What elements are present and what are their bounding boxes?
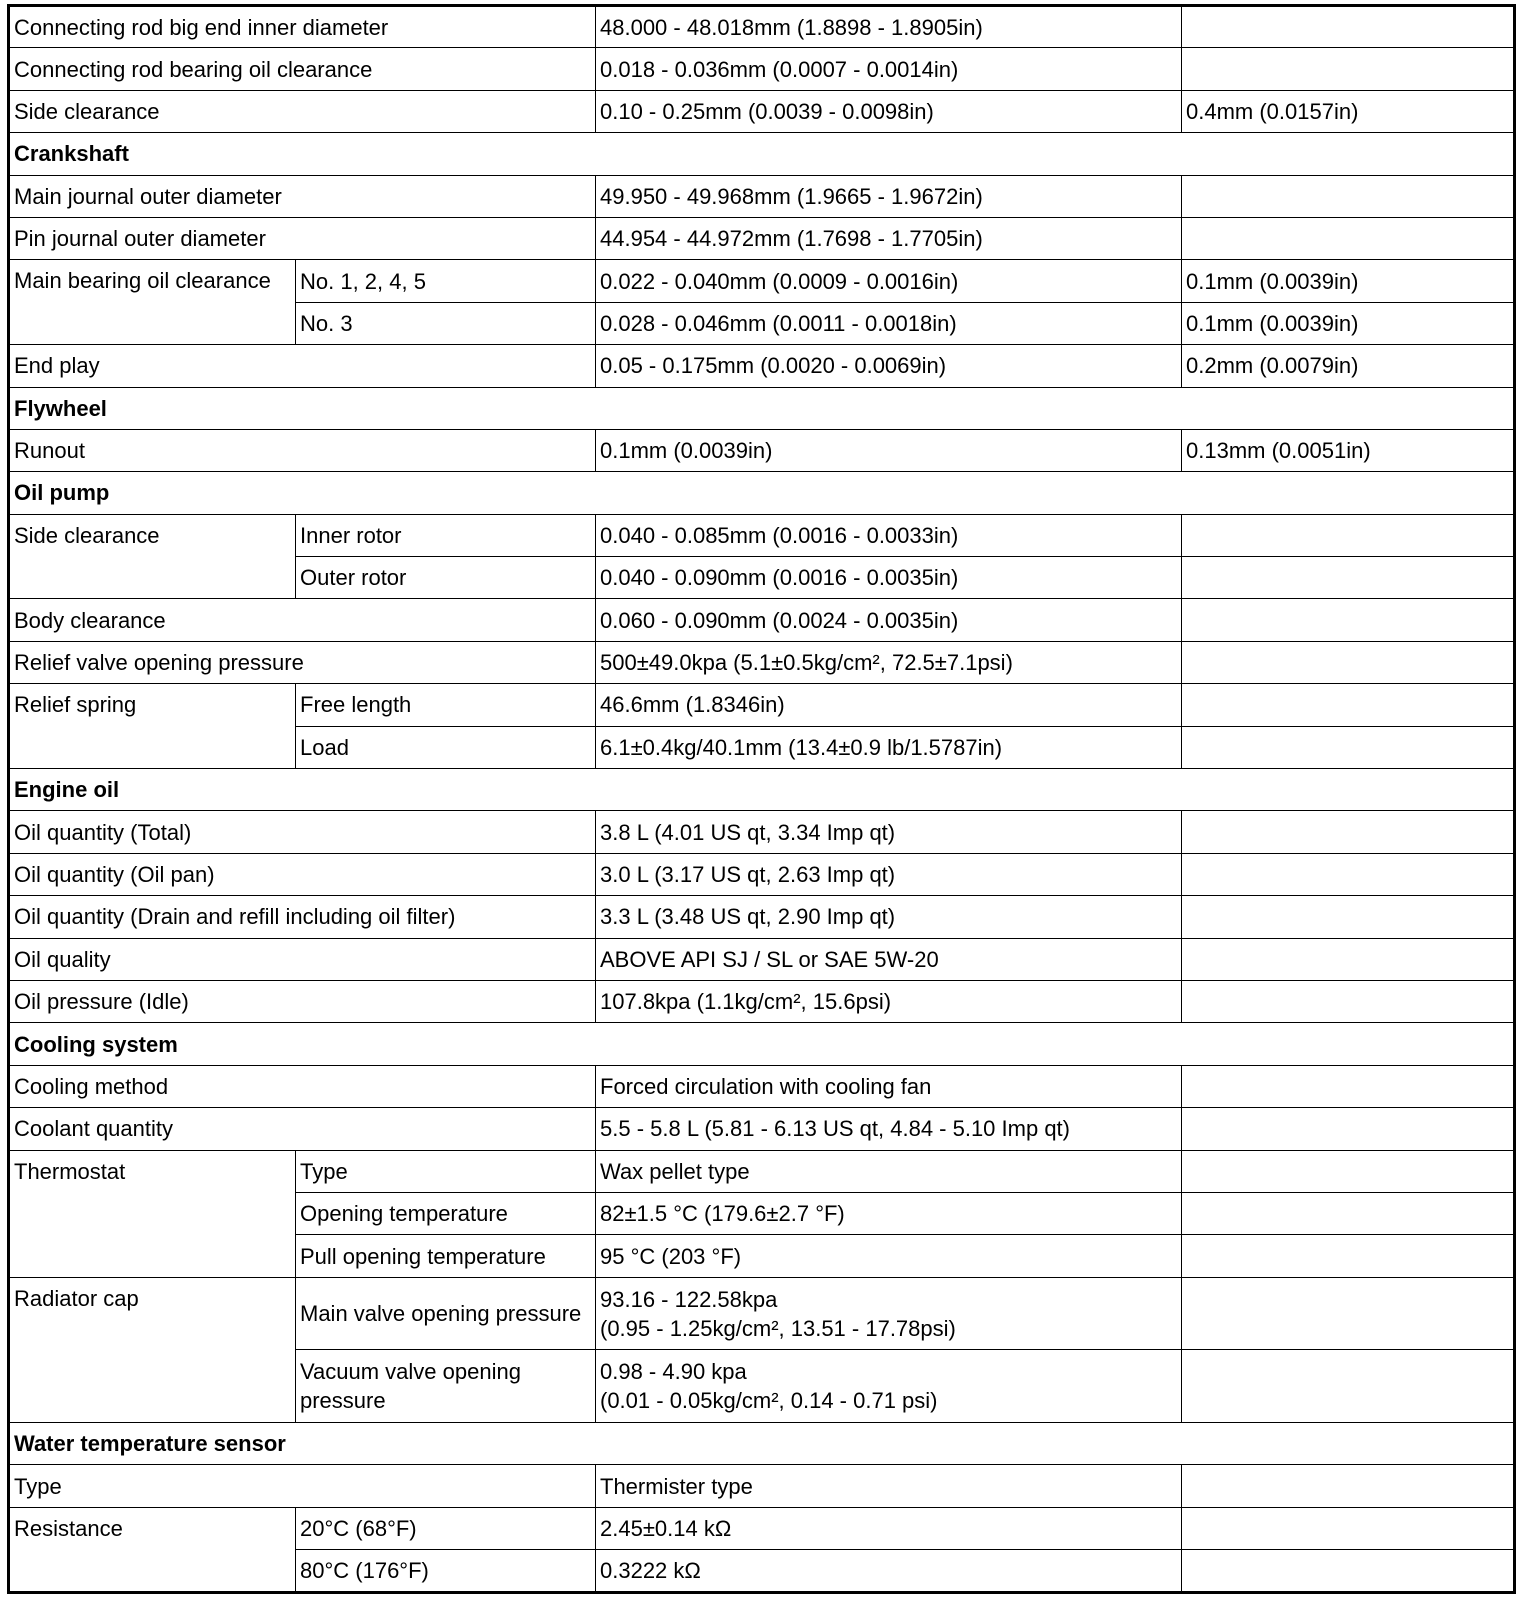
spec-label: Main journal outer diameter xyxy=(9,175,596,217)
limit-value xyxy=(1182,48,1515,90)
table-row xyxy=(9,48,1515,90)
sub-label: Load xyxy=(296,726,596,768)
spec-value: ABOVE API SJ / SL or SAE 5W-20 xyxy=(596,938,1182,980)
table-row xyxy=(9,514,1515,556)
table-row xyxy=(9,429,1515,471)
sub-label: Opening temperature xyxy=(296,1192,596,1234)
limit-value xyxy=(1182,980,1515,1022)
limit-value xyxy=(1182,1550,1515,1593)
table-row xyxy=(9,1507,1515,1549)
spec-value: Thermister type xyxy=(596,1465,1182,1507)
sub-label: No. 3 xyxy=(296,302,596,344)
spec-value xyxy=(596,1277,1182,1350)
limit-value xyxy=(1182,641,1515,683)
sub-label: Main valve opening pressure xyxy=(296,1277,596,1350)
sub-label: Free length xyxy=(296,684,596,726)
section-row xyxy=(9,1023,1515,1065)
spec-label: Oil quantity (Total) xyxy=(9,811,596,853)
spec-value xyxy=(596,1350,1182,1423)
table-row xyxy=(9,641,1515,683)
spec-value: 49.950 - 49.968mm (1.9665 - 1.9672in) xyxy=(596,175,1182,217)
spec-label: Relief valve opening pressure xyxy=(9,641,596,683)
sub-label: No. 1, 2, 4, 5 xyxy=(296,260,596,302)
sub-label: 20°C (68°F) xyxy=(296,1507,596,1549)
spec-label: Oil quality xyxy=(9,938,596,980)
spec-value: 0.040 - 0.090mm (0.0016 - 0.0035in) xyxy=(596,557,1182,599)
spec-value-line: 0.98 - 4.90 kpa xyxy=(600,1359,747,1385)
spec-value: 95 °C (203 °F) xyxy=(596,1235,1182,1277)
limit-value xyxy=(1182,811,1515,853)
table-row xyxy=(9,345,1515,387)
spec-value: 0.05 - 0.175mm (0.0020 - 0.0069in) xyxy=(596,345,1182,387)
limit-value xyxy=(1182,599,1515,641)
section-row xyxy=(9,387,1515,429)
limit-value xyxy=(1182,557,1515,599)
group-label: Radiator cap xyxy=(9,1277,296,1422)
table-row xyxy=(9,980,1515,1022)
spec-value: 0.022 - 0.040mm (0.0009 - 0.0016in) xyxy=(596,260,1182,302)
spec-label: Oil pressure (Idle) xyxy=(9,980,596,1022)
group-label: Side clearance xyxy=(9,514,296,599)
limit-value xyxy=(1182,1065,1515,1107)
limit-value xyxy=(1182,217,1515,259)
spec-value: 0.10 - 0.25mm (0.0039 - 0.0098in) xyxy=(596,90,1182,132)
spec-value: 3.3 L (3.48 US qt, 2.90 Imp qt) xyxy=(596,896,1182,938)
table-row xyxy=(9,684,1515,726)
spec-value: 5.5 - 5.8 L (5.81 - 6.13 US qt, 4.84 - 5.10 Imp qt) xyxy=(596,1108,1182,1150)
sub-label: 80°C (176°F) xyxy=(296,1550,596,1593)
table-row xyxy=(9,260,1515,302)
limit-value xyxy=(1182,6,1515,48)
spec-label: Connecting rod big end inner diameter xyxy=(9,6,596,48)
limit-value xyxy=(1182,1277,1515,1350)
spec-label: Side clearance xyxy=(9,90,596,132)
limit-value xyxy=(1182,896,1515,938)
spec-value: 2.45±0.14 kΩ xyxy=(596,1507,1182,1549)
spec-label: Pin journal outer diameter xyxy=(9,217,596,259)
spec-label: Connecting rod bearing oil clearance xyxy=(9,48,596,90)
table-row xyxy=(9,217,1515,259)
group-label: Main bearing oil clearance xyxy=(9,260,296,345)
section-row xyxy=(9,472,1515,514)
limit-value xyxy=(1182,1507,1515,1549)
limit-value xyxy=(1182,684,1515,726)
table-row xyxy=(9,1108,1515,1150)
spec-value: 48.000 - 48.018mm (1.8898 - 1.8905in) xyxy=(596,6,1182,48)
spec-value: 44.954 - 44.972mm (1.7698 - 1.7705in) xyxy=(596,217,1182,259)
limit-value xyxy=(1182,175,1515,217)
table-row xyxy=(9,1150,1515,1192)
limit-value: 0.13mm (0.0051in) xyxy=(1182,429,1515,471)
sub-label: Pull opening temperature xyxy=(296,1235,596,1277)
spec-value: 6.1±0.4kg/40.1mm (13.4±0.9 lb/1.5787in) xyxy=(596,726,1182,768)
limit-value xyxy=(1182,1235,1515,1277)
spec-label: Cooling method xyxy=(9,1065,596,1107)
limit-value xyxy=(1182,1465,1515,1507)
limit-value xyxy=(1182,1192,1515,1234)
limit-value: 0.1mm (0.0039in) xyxy=(1182,302,1515,344)
spec-value-line: 93.16 - 122.58kpa xyxy=(600,1286,778,1312)
table-row xyxy=(9,6,1515,48)
spec-label: Coolant quantity xyxy=(9,1108,596,1150)
spec-value: 0.060 - 0.090mm (0.0024 - 0.0035in) xyxy=(596,599,1182,641)
limit-value xyxy=(1182,853,1515,895)
spec-label: Body clearance xyxy=(9,599,596,641)
spec-value: 0.018 - 0.036mm (0.0007 - 0.0014in) xyxy=(596,48,1182,90)
table-row xyxy=(9,811,1515,853)
spec-value: 46.6mm (1.8346in) xyxy=(596,684,1182,726)
section-row xyxy=(9,1423,1515,1465)
spec-value: Wax pellet type xyxy=(596,1150,1182,1192)
limit-value xyxy=(1182,1150,1515,1192)
spec-label: Oil quantity (Oil pan) xyxy=(9,853,596,895)
spec-label: Oil quantity (Drain and refill including oil filter) xyxy=(9,896,596,938)
table-row xyxy=(9,1465,1515,1507)
sub-label: Outer rotor xyxy=(296,557,596,599)
limit-value xyxy=(1182,1108,1515,1150)
limit-value xyxy=(1182,514,1515,556)
limit-value: 0.1mm (0.0039in) xyxy=(1182,260,1515,302)
limit-value: 0.2mm (0.0079in) xyxy=(1182,345,1515,387)
section-row xyxy=(9,769,1515,811)
spec-value: 3.0 L (3.17 US qt, 2.63 Imp qt) xyxy=(596,853,1182,895)
spec-value: 0.040 - 0.085mm (0.0016 - 0.0033in) xyxy=(596,514,1182,556)
table-row xyxy=(9,1277,1515,1350)
limit-value xyxy=(1182,938,1515,980)
spec-value: 0.3222 kΩ xyxy=(596,1550,1182,1593)
table-row xyxy=(9,1065,1515,1107)
spec-value: 0.1mm (0.0039in) xyxy=(596,429,1182,471)
spec-value: 82±1.5 °C (179.6±2.7 °F) xyxy=(596,1192,1182,1234)
spec-value: Forced circulation with cooling fan xyxy=(596,1065,1182,1107)
section-header-engine-oil: Engine oil xyxy=(9,769,1515,811)
section-header-cooling-system: Cooling system xyxy=(9,1023,1515,1065)
sub-label: Type xyxy=(296,1150,596,1192)
limit-value xyxy=(1182,1350,1515,1423)
spec-value: 0.028 - 0.046mm (0.0011 - 0.0018in) xyxy=(596,302,1182,344)
spec-value-line: (0.01 - 0.05kg/cm², 0.14 - 0.71 psi) xyxy=(600,1388,938,1414)
limit-value xyxy=(1182,726,1515,768)
section-header-water-temperature-sensor: Water temperature sensor xyxy=(9,1423,1515,1465)
group-label: Resistance xyxy=(9,1507,296,1592)
spec-value-line: (0.95 - 1.25kg/cm², 13.51 - 17.78psi) xyxy=(600,1315,956,1341)
table-row xyxy=(9,175,1515,217)
table-row xyxy=(9,896,1515,938)
engine-spec-table xyxy=(7,4,1516,1594)
group-label: Thermostat xyxy=(9,1150,296,1277)
limit-value: 0.4mm (0.0157in) xyxy=(1182,90,1515,132)
section-header-crankshaft: Crankshaft xyxy=(9,133,1515,175)
table-row xyxy=(9,853,1515,895)
spec-value: 107.8kpa (1.1kg/cm², 15.6psi) xyxy=(596,980,1182,1022)
spec-label: Type xyxy=(9,1465,596,1507)
sub-label: Vacuum valve opening pressure xyxy=(296,1350,596,1423)
spec-label: Runout xyxy=(9,429,596,471)
spec-value: 3.8 L (4.01 US qt, 3.34 Imp qt) xyxy=(596,811,1182,853)
spec-label: End play xyxy=(9,345,596,387)
group-label: Relief spring xyxy=(9,684,296,769)
section-row xyxy=(9,133,1515,175)
section-header-flywheel: Flywheel xyxy=(9,387,1515,429)
table-row xyxy=(9,938,1515,980)
table-row xyxy=(9,599,1515,641)
section-header-oil-pump: Oil pump xyxy=(9,472,1515,514)
sub-label: Inner rotor xyxy=(296,514,596,556)
table-row xyxy=(9,90,1515,132)
spec-value: 500±49.0kpa (5.1±0.5kg/cm², 72.5±7.1psi) xyxy=(596,641,1182,683)
